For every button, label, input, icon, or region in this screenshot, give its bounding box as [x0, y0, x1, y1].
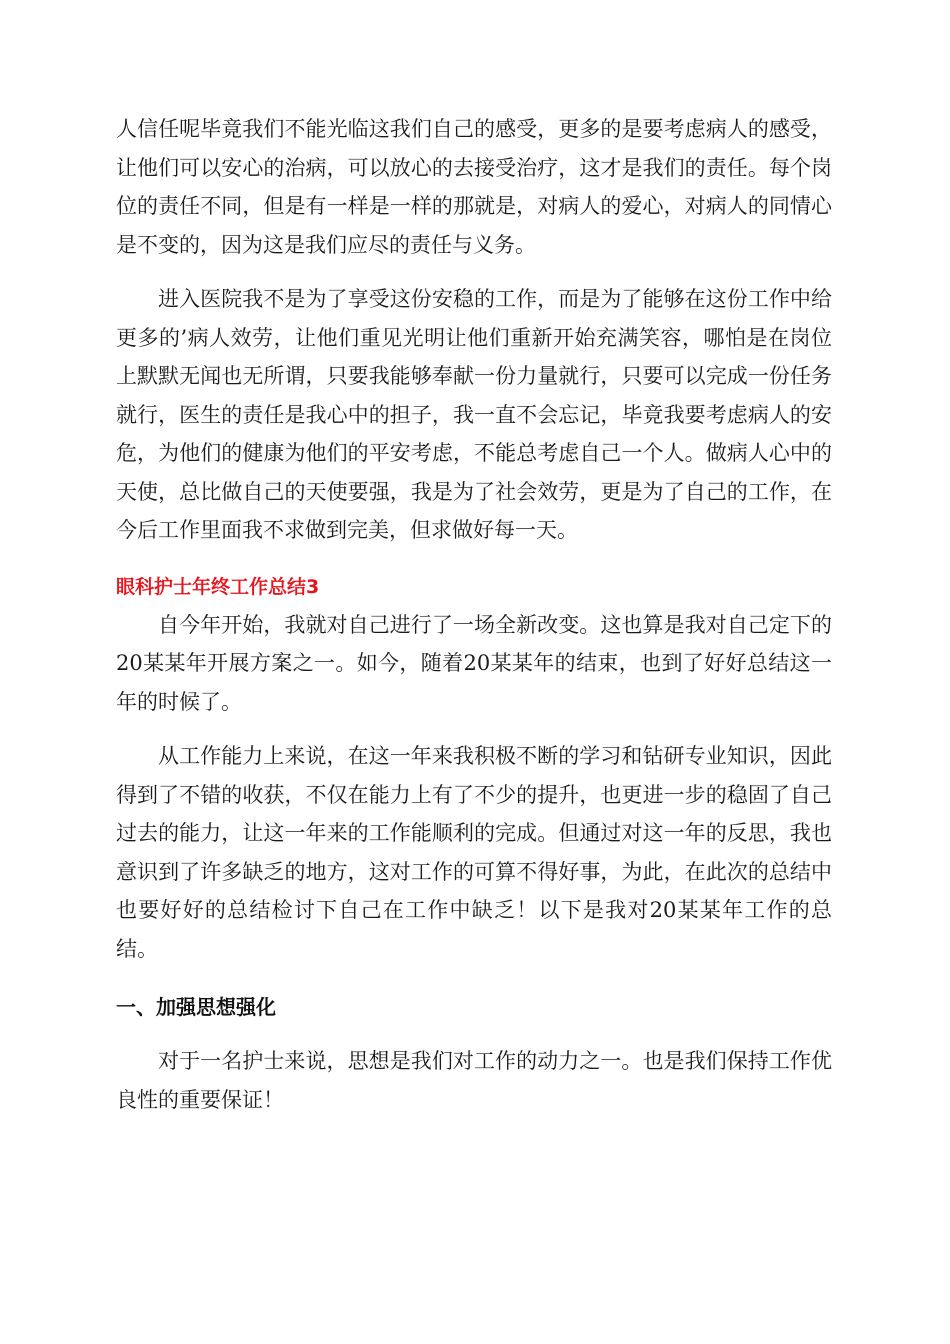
document-page: [116, 110, 832, 1119]
document-title-red: 眼科护士年终工作总结3: [116, 575, 320, 598]
paragraph-work-ability: 从工作能力上来说，在这一年来我积极不断的学习和钻研专业知识，因此得到了不错的收获，不仅在能力上有了不少的提升，也更进一步的稳固了自己过去的能力，让这一年来的工作能顺利的完成。但通过对这一年的反思，我也意识到了许多缺乏的地方，这对工作的可算不得好事，为此，在此次的总结中也要好好的总结检讨下自己在工作中缺乏！以下是我对20某某年工作的总结。: [116, 744, 832, 961]
paragraph-responsibility: 人信任呢毕竟我们不能光临这我们自己的感受，更多的是要考虑病人的感受，让他们可以安心的治病，可以放心的去接受治疗，这才是我们的责任。每个岗位的责任不同，但是有一样是一样的那就是，对病人的爱心，对病人的同情心是不变的，因为这是我们应尽的责任与义务。: [116, 117, 832, 257]
paragraph-new-year-change: 自今年开始，我就对自己进行了一场全新改变。这也算是我对自己定下的20某某年开展方案之一。如今，随着20某某年的结束，也到了好好总结这一年的时候了。: [116, 612, 832, 714]
section-heading: 一、加强思想强化: [116, 995, 276, 1019]
paragraph-hospital-service: 进入医院我不是为了享受这份安稳的工作，而是为了能够在这份工作中给更多的’病人效劳，让他们重见光明让他们重新开始充满笑容，哪怕是在岗位上默默无闻也无所谓，只要我能够奉献一份力量就行，只要可以完成一份任务就行，医生的责任是我心中的担子，我一直不会忘记，毕竟我要考虑病人的安危，为他们的健康为他们的平安考虑，不能总考虑自己一个人。做病人心中的天使，总比做自己的天使要强，我是为了社会效劳，更是为了自己的工作，在今后工作里面我不求做到完美，但求做好每一天。: [116, 287, 832, 542]
paragraph-thinking: 对于一名护士来说，思想是我们对工作的动力之一。也是我们保持工作优良性的重要保证！: [116, 1049, 832, 1112]
